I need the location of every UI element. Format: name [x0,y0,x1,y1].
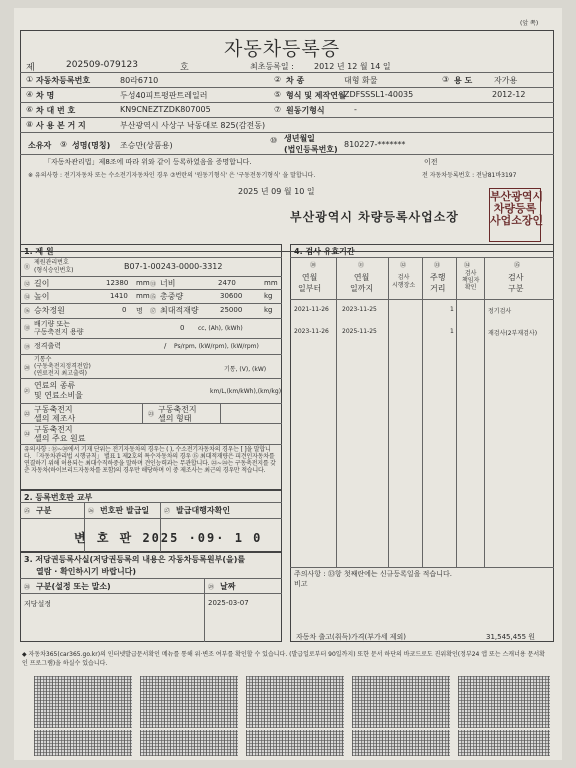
battery-form-label: 구동축전지 셀의 형태 [158,405,197,423]
section-1-caution: 유의사항 : ⑱~⑳에서 기재 단위는 전기자동차의 경우는 ( ), 수소전기자동차의 경우는 [ ]을 말합니다. 「자동차관리법 시행규칙」 별표 1 제2호의 특수자동차의 경우 ⑮ 최대적재량은 피견인자동차를 연결하기 위해 허용되는 최대수직하중을 말하며 견인능력과는 무관합니다. ㉒~㉔는 구동축전지를 갖춘 자동차(하이브리드자동차를 포함)의 경우만 해당하며 이 중 제조사는 최근의 경우만 적습니다. [24,446,276,474]
cell-from: 2021-11-26 [294,306,329,313]
field-num: ① [26,75,34,84]
cert-no-value: 202509-079123 [66,60,138,70]
spec-no-value: B07-1-00243-0000-3312 [124,262,223,271]
first-reg-label: 최초등록일 : [250,62,294,71]
use-value: 자가용 [494,76,518,85]
motor-label: 원동기형식 [286,106,325,115]
owner-label: 소유자 [28,141,52,150]
field-num: ⑱ [24,325,31,332]
field-num: ⑰ [150,308,157,315]
field-num: ㉑ [24,388,31,395]
type-label: 차 종 [286,76,305,85]
col-place-num: ㉜ [400,262,407,269]
field-num: ⑭ [24,294,31,301]
issuer: 부산광역시 차량등록사업소장 [290,210,459,224]
cell-kind: 정기검사 [488,308,512,315]
seats-value: 0 [122,306,127,314]
battery-material-label: 구동축전지 셀의 주요 원료 [34,425,86,443]
field-num: ⑲ [24,344,31,351]
type-value: 대형 화물 [344,76,378,85]
field-num: ⑩ [270,136,278,145]
displacement-label: 배기량 또는 구동축전지 용량 [34,320,84,336]
cell-to: 2025-11-25 [342,328,377,335]
width-value: 2470 [218,279,236,287]
form-note: (앞 쪽) [520,20,539,27]
barcode-9 [352,730,450,756]
field-num: ㉖ [88,508,95,515]
field-num: ④ [26,90,34,99]
reg-no-value: 80라6710 [120,76,159,85]
col-place: 검사 시행장소 [392,274,416,289]
first-reg-value: 2012 년 12 월 14 일 [314,62,391,71]
field-num: ㉙ [208,584,215,591]
name-label: 성명(명칭) [72,141,111,150]
max-load-label: 최대적재량 [160,306,199,315]
total-weight-value: 30600 [220,292,243,300]
barcode-2 [140,676,238,728]
field-num: ⑪ [24,264,31,271]
col-from: 연월 일부터 [298,273,322,293]
field-num: ㉘ [24,584,31,591]
section-2-title: 2. 등록번호판 교부 [24,493,93,502]
spec-no-label: 제원관리번호 (형식승인번호) [34,259,74,274]
lien-kind-label: 구분(설정 또는 말소) [36,582,111,591]
diamond-icon: ◆ [22,651,29,658]
barcode-10 [458,730,550,756]
cell-km: 1 [450,306,454,313]
field-num: ⑥ [26,105,34,114]
power-unit: Ps/rpm, (kW/rpm), (kW/rpm) [174,343,259,350]
plate-agent-label: 발급대행자확인 [176,506,231,515]
birth-value: 810227-******* [344,140,406,149]
width-label: 너비 [160,279,176,288]
section-4-title: 4. 검사 유효기간 [294,247,355,256]
col-from-num: ㉚ [310,262,317,269]
height-value: 1410 [110,292,128,300]
col-officer: 검사 책임자 확인 [462,270,480,291]
field-num: ㉓ [148,411,155,418]
section-1-title: 1. 제 원 [24,247,54,256]
cylinders-label: 기통수 (구동축전지정격전압) (연료전지 최고출력) [34,356,91,377]
power-value: / [164,342,167,350]
plate-issue-label: 번호판 발급일 [100,506,150,515]
seats-label: 승차정원 [34,306,65,315]
vin-label: 차 대 번 호 [36,106,76,115]
col-to: 연월 일까지 [350,273,374,293]
field-num: ⑧ [26,120,34,129]
prev-reg-no: 전 자동차등록번호 : 전남81바3197 [422,172,517,179]
height-unit: mm [136,292,150,300]
field-num: ㉗ [164,508,171,515]
form-date: 2012-12 [492,90,526,99]
displacement-unit: cc, (Ah), (kWh) [198,325,243,332]
notice-transfer: 이전 [424,158,438,166]
total-weight-unit: kg [264,292,273,300]
field-num: ⑮ [150,294,157,301]
displacement-value: 0 [180,324,185,332]
section-3-title: 3. 저당권등록사실(저당권등록의 내용은 자동차등록원부(을)를 [24,555,246,564]
footer-notice: ◆ 자동차365(car365.go.kr)의 인터넷발급문서확인 메뉴를 통해 위·변조 여부를 확인할 수 있습니다. (발급일로부터 90일까지) 또한 문서 하단의 바코드로도 진위확인(정부24 앱 또는 스캐너용 문서확인 프로그램)을 하실수 있습니다. [22,651,545,667]
lien-date-value: 2025-03-07 [208,599,249,607]
remarks-label: 비고 [294,580,308,588]
field-num: ③ [442,75,450,84]
cell-kind: 재검사(2부재검사) [488,330,538,337]
length-unit: mm [136,279,150,287]
col-officer-num: ㉞ [464,262,471,269]
issue-date: 2025 년 09 월 10 일 [238,187,315,196]
max-load-unit: kg [264,306,273,314]
field-num: ㉕ [24,508,31,515]
power-label: 정격출력 [34,342,62,350]
cell-km: 1 [450,328,454,335]
seats-unit: 명 [136,307,143,315]
reg-no-label: 자동차등록번호 [36,76,91,85]
barcode-6 [34,730,132,756]
fuel-unit: km/L,(km/kWh),(km/kg) [210,388,282,395]
location-value: 부산광역시 사상구 낙동대로 825(감전동) [120,121,266,130]
notice-caution: ※ 유의사항 : 전기자동차 또는 수소전기자동차인 경우 ⑦번란의 '원동기형식' 은 '구동전동기형식' 을 말합니다. [28,172,316,179]
width-unit: mm [264,279,278,287]
col-to-num: ㉛ [358,262,365,269]
motor-value: - [354,105,357,114]
field-num: ⑤ [274,90,282,99]
document-title: 자동차등록증 [224,38,341,60]
model-value: 두성40피트평판트레일러 [120,91,208,100]
field-num: ㉒ [24,411,31,418]
location-label: 사 용 본 거 지 [36,121,86,130]
price-value: 31,545,455 원 [486,633,536,641]
lien-kind-value: 저당설정 [24,600,52,608]
price-label: 자동차 출고(취득)가격(부가세 제외) [296,633,407,641]
plate-date-stamp: 변 호 판 2025 ·09· 1 0 [74,531,263,545]
height-label: 높이 [34,292,50,301]
cell-to: 2023-11-25 [342,306,377,313]
section-3-title-2: 열람 · 확인하시기 바랍니다) [36,567,137,576]
length-label: 길이 [34,279,50,288]
plate-kind-label: 구분 [36,506,52,515]
field-num: ⑯ [24,308,31,315]
registration-certificate [14,8,562,760]
barcode-1 [34,676,132,728]
notice-legal: 「자동차관리법」제8조에 따라 위와 같이 등록하였음을 증명합니다. [44,158,252,166]
model-label: 차 명 [36,91,55,100]
name-value: 조승만(상품용) [120,141,173,150]
barcode-8 [246,730,344,756]
col-kind: 검사 구분 [508,273,524,293]
col-km-num: ㉝ [434,262,441,269]
barcode-4 [352,676,450,728]
fuel-label: 연료의 종류 및 연료소비율 [34,381,83,400]
section-4-note: 주의사항 : ㉝항 첫째란에는 신규등록일을 적습니다. [294,570,452,578]
cell-from: 2023-11-26 [294,328,329,335]
birth-label: 생년월일 (법인등록번호) [284,134,338,154]
battery-maker-label: 구동축전지 셀의 제조사 [34,405,76,423]
field-num: ㉔ [24,431,31,438]
official-seal: 부산광역시 차량등록 사업소장인 [489,188,541,242]
field-num: ⑳ [24,365,31,372]
field-num: ② [274,75,282,84]
lien-date-label: 날짜 [220,582,236,591]
form-label: 형식 및 제작연월 [286,91,346,100]
field-num: ⑬ [150,281,157,288]
col-km: 주행 거리 [430,273,446,293]
form-value: ZDFSSSL1-40035 [344,90,414,99]
total-weight-label: 총중량 [160,292,184,301]
barcode-3 [246,676,344,728]
field-num: ⑦ [274,105,282,114]
vin-value: KN9CNEZTZDK807005 [120,105,211,114]
cert-no-label: 제 [26,63,35,73]
field-num: ⑨ [60,140,68,149]
cert-no-suffix: 호 [180,63,189,73]
col-kind-num: ㉟ [514,262,521,269]
cylinders-unit: 기통, (V), (kW) [224,366,267,373]
barcode-5 [458,676,550,728]
length-value: 12380 [106,279,129,287]
field-num: ⑫ [24,281,31,288]
max-load-value: 25000 [220,306,243,314]
barcode-7 [140,730,238,756]
use-label: 용 도 [454,76,473,85]
